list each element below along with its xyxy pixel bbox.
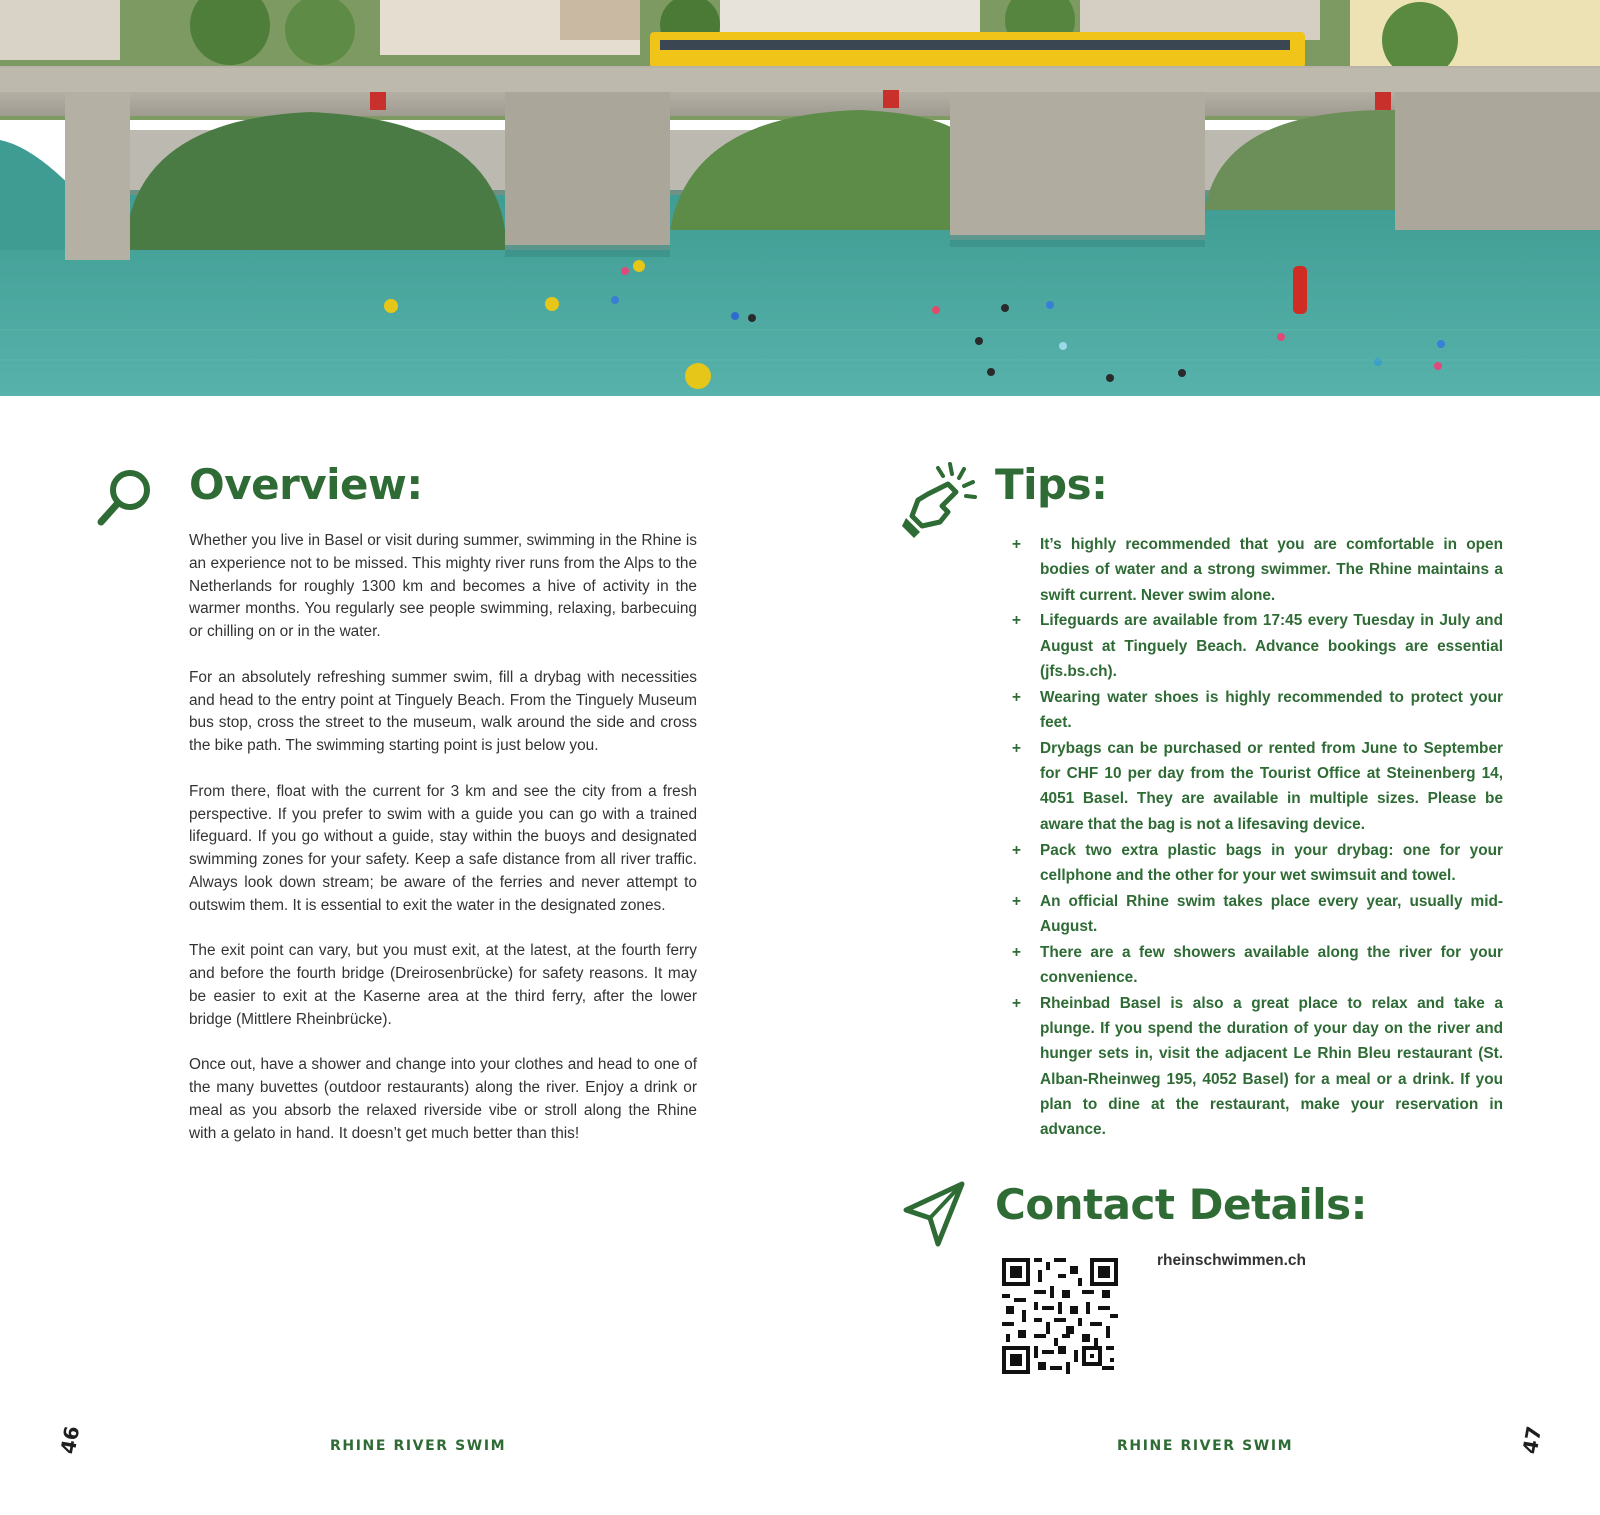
- pointing-hand-icon: [902, 460, 982, 545]
- overview-body: [189, 530, 697, 1168]
- tip-item: [1012, 991, 1503, 1143]
- right-running-title: RHINE RIVER SWIM: [1117, 1438, 1294, 1454]
- tip-item: [1012, 940, 1503, 991]
- magnifier-icon: [96, 466, 156, 533]
- paper-plane-icon: [902, 1180, 966, 1253]
- plus-bullet-icon: +: [1012, 612, 1021, 630]
- tip-text: Lifeguards are available from 17:45 every Tuesday in July and August at Tinguely Beach. Advance bookings are essential (jfs.bs.ch).: [1040, 612, 1503, 680]
- plus-bullet-icon: +: [1012, 943, 1021, 961]
- overview-paragraph: The exit point can vary, but you must exit, at the latest, at the fourth ferry and before the fourth bridge (Dreirosenbrücke) for safety reasons. It may be easier to exit at the Kaserne area at the third ferry, after the lower bridge (Mittlere Rheinbrücke).: [189, 942, 697, 1028]
- overview-heading: Overview:: [189, 460, 423, 509]
- plus-bullet-icon: +: [1012, 739, 1021, 757]
- plus-bullet-icon: +: [1012, 536, 1021, 553]
- tip-item: [1012, 608, 1503, 684]
- tip-text: An official Rhine swim takes place every year, usually mid-August.: [1040, 892, 1503, 935]
- tip-text: Pack two extra plastic bags in your drybag: one for your cellphone and the other for your wet swimsuit and towel.: [1040, 841, 1503, 884]
- tips-heading: Tips:: [995, 460, 1108, 509]
- overview-paragraph: Once out, have a shower and change into your clothes and head to one of the many buvettes (outdoor restaurants) along the river. Enjoy a drink or meal as you absorb the relaxed riverside vibe or stroll along the Rhine with a gelato in hand. It doesn’t get much better than this!: [189, 1056, 697, 1142]
- contact-heading: Contact Details:: [995, 1180, 1367, 1229]
- plus-bullet-icon: +: [1012, 994, 1021, 1012]
- hero-photo: [0, 0, 1600, 396]
- tips-list: [1012, 532, 1503, 1143]
- tip-item: [1012, 889, 1503, 940]
- tip-text: It’s highly recommended that you are comfortable in open bodies of water and a strong swimmer. The Rhine maintains a swift current. Never swim alone.: [1040, 536, 1503, 604]
- tip-item: [1012, 685, 1503, 736]
- overview-paragraph: From there, float with the current for 3 km and see the city from a fresh perspective. If you prefer to swim with a guide you can go with a trained lifeguard. If you go without a guide, stay within the buoys and designated swimming zones for your safety. Keep a safe distance from all river traffic. Always look down stream; be aware of the ferries and never attempt to outswim them. It is essential to exit the water in the designated zones.: [189, 782, 697, 914]
- tip-item: [1012, 736, 1503, 837]
- tip-item: [1012, 532, 1503, 608]
- overview-paragraph: Whether you live in Basel or visit during summer, swimming in the Rhine is an experience not to be missed. This mighty river runs from the Alps to the Netherlands for roughly 1300 km and becomes a hive of activity in the warmer months. You regularly see people swimming, relaxing, barbecuing or chilling on or in the water.: [189, 532, 697, 641]
- website-link[interactable]: rheinschwimmen.ch: [1157, 1252, 1307, 1269]
- tip-text: Wearing water shoes is highly recommended to protect your feet.: [1040, 688, 1503, 732]
- plus-bullet-icon: +: [1012, 841, 1021, 859]
- tip-text: Drybags can be purchased or rented from June to September for CHF 10 per day from the Tourist Office at Steinenberg 14, 4051 Basel. They are available in multiple sizes. Please be aware that the bag is not a lifesaving device.: [1040, 739, 1503, 833]
- qr-code[interactable]: [1002, 1258, 1118, 1374]
- left-running-title: RHINE RIVER SWIM: [330, 1438, 507, 1454]
- tip-text: Rheinbad Basel is also a great place to relax and take a plunge. If you spend the duration of your day on the river and hunger sets in, visit the adjacent Le Rhin Bleu restaurant (St. Alban-Rheinweg 195, 4052 Basel) for a meal or a drink. If you plan to dine at the restaurant, make your reservation in advance.: [1040, 994, 1503, 1139]
- rhine-bridge-illustration: [0, 0, 1600, 396]
- overview-paragraph: For an absolutely refreshing summer swim, fill a drybag with necessities and head to the entry point at Tinguely Beach. From the Tinguely Museum bus stop, cross the street to the museum, walk around the side and cross the bike path. The swimming starting point is just below you.: [189, 668, 697, 755]
- tip-item: [1012, 838, 1503, 889]
- plus-bullet-icon: +: [1012, 688, 1021, 706]
- right-page-number: 47: [1517, 1424, 1547, 1456]
- left-page-number: 46: [55, 1424, 85, 1456]
- plus-bullet-icon: +: [1012, 892, 1021, 910]
- tip-text: There are a few showers available along the river for your convenience.: [1040, 943, 1503, 987]
